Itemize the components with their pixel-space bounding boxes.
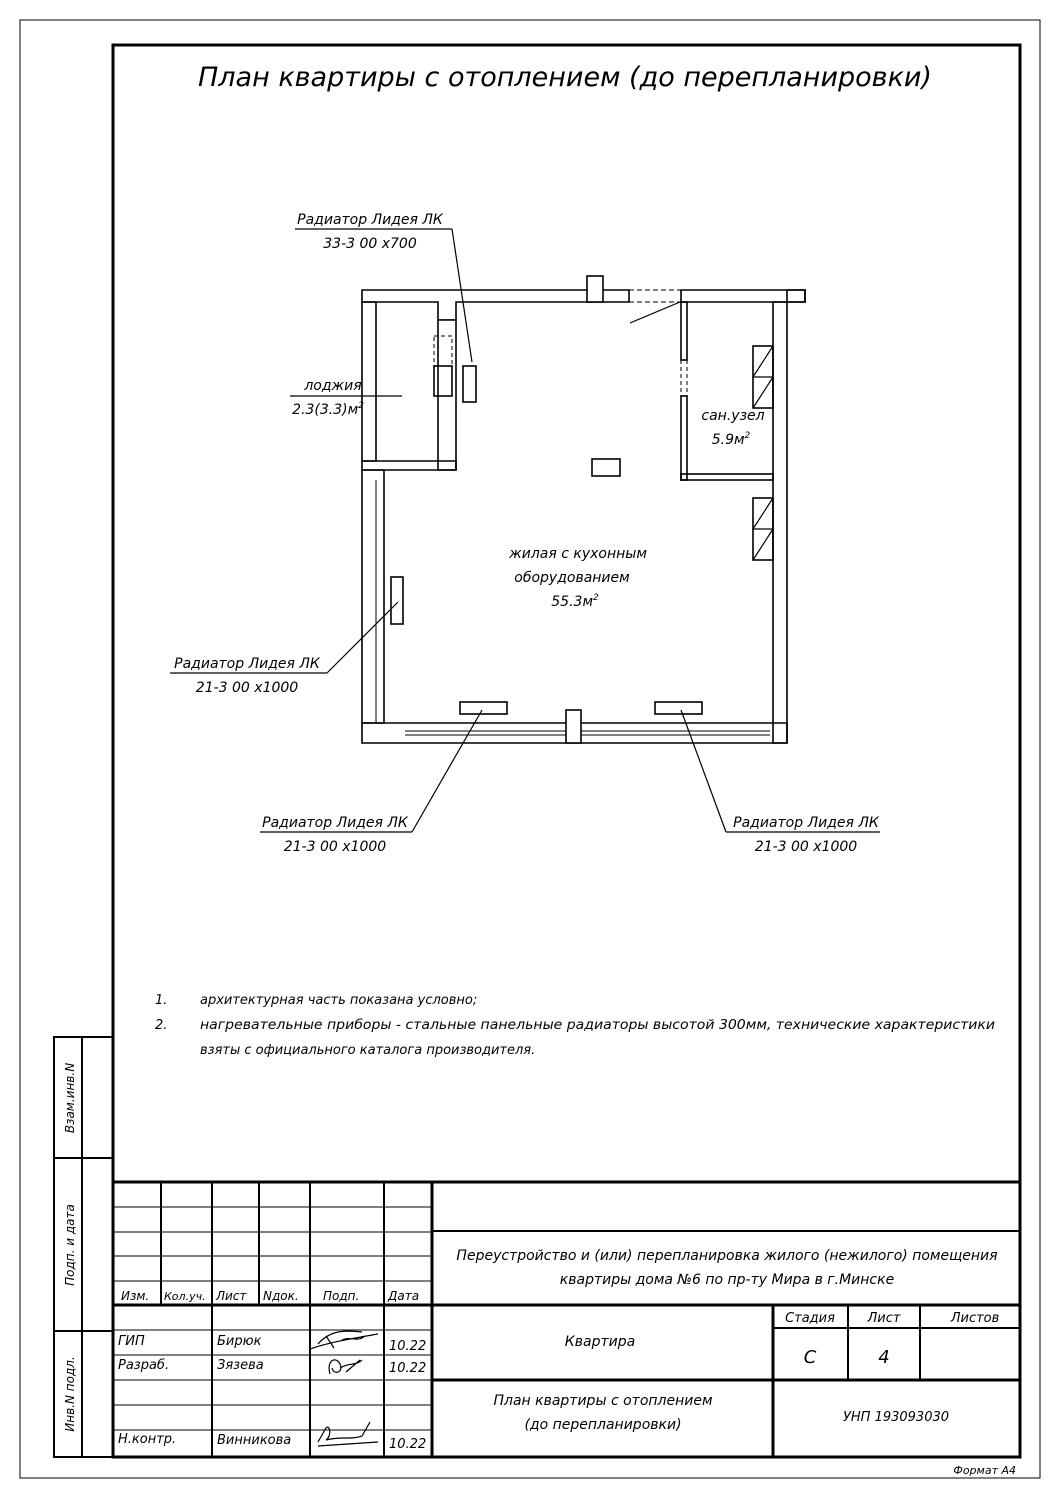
tb-header-data: Дата xyxy=(388,1289,420,1303)
note-2-continuation: взяты с официального каталога производителя. xyxy=(200,1043,536,1058)
room-name-loggia: лоджия xyxy=(304,378,362,394)
radiator-size-1: 33-3 00 x700 xyxy=(323,236,417,252)
side-stamp-sign-date: Подп. и дата xyxy=(63,1204,77,1286)
tb-drawing-line1: План квартиры с отоплением xyxy=(493,1393,713,1409)
tb-format: Формат А4 xyxy=(953,1464,1016,1477)
floor-plan xyxy=(362,276,805,743)
tb-header-list: Лист xyxy=(216,1289,247,1303)
tb-stage-label: Стадия xyxy=(785,1311,835,1326)
tb-role-gip: ГИП xyxy=(118,1334,145,1349)
tb-company: УНП 193093030 xyxy=(842,1410,950,1425)
signature xyxy=(310,1331,378,1446)
radiator xyxy=(391,577,403,624)
room-area-loggia: $2.3(3.3)м^2$ xyxy=(292,401,364,418)
radiator-size-3: 21-3 00 x1000 xyxy=(283,839,387,855)
tb-name-nkontr: Винникова xyxy=(217,1433,292,1448)
tb-object: Квартира xyxy=(564,1334,636,1350)
room-name-living-2: оборудованием xyxy=(514,570,630,586)
room-area-living: $55.3м^2$ xyxy=(551,593,599,610)
tb-project-line2: квартиры дома №6 по пр-ту Мира в г.Минске xyxy=(559,1272,895,1288)
tb-header-kolich: Кол.уч. xyxy=(164,1290,206,1303)
note-1-text: архитектурная часть показана условно; xyxy=(200,993,478,1008)
tb-header-podp: Подп. xyxy=(323,1289,360,1303)
column-top xyxy=(587,276,603,302)
column-bottom xyxy=(566,710,581,743)
side-stamp-replace: Взам.инв.N xyxy=(63,1062,77,1134)
radiator-label-1: Радиатор Лидея ЛК xyxy=(297,212,443,228)
radiator-label-2: Радиатор Лидея ЛК xyxy=(174,656,320,672)
tb-sheet-label: Лист xyxy=(867,1311,901,1326)
tb-date-nkontr: 10.22 xyxy=(389,1437,427,1452)
side-stamp-inventory: Инв.N подл. xyxy=(63,1356,77,1432)
room-area-bath: $5.9м^2$ xyxy=(711,431,751,448)
tb-date-gip: 10.22 xyxy=(389,1339,427,1354)
radiator-label-4: Радиатор Лидея ЛК xyxy=(733,815,879,831)
note-2-number: 2. xyxy=(155,1018,168,1033)
room-name-living-1: жилая с кухонным xyxy=(509,546,647,562)
tb-date-razrab: 10.22 xyxy=(389,1361,427,1376)
radiator xyxy=(655,702,702,714)
drawing-title: План квартиры с отоплением (до перепланировки) xyxy=(198,62,932,93)
note-2-text: нагревательные приборы - стальные панельные радиаторы высотой 300мм, технические характеристики xyxy=(200,1018,995,1033)
room-name-bath: сан.узел xyxy=(701,408,765,424)
radiator-label-3: Радиатор Лидея ЛК xyxy=(262,815,408,831)
tb-project-line1: Переустройство и (или) перепланировка жилого (нежилого) помещения xyxy=(456,1248,998,1264)
wall-right xyxy=(773,302,787,743)
tb-sheets-label: Листов xyxy=(950,1311,1000,1326)
loggia-wall-left xyxy=(362,302,376,461)
wall-left xyxy=(362,470,384,723)
tb-name-gip: Бирюк xyxy=(217,1334,262,1349)
tb-role-razrab: Разраб. xyxy=(118,1358,170,1373)
note-1-number: 1. xyxy=(155,993,168,1008)
tb-header-ndok: Nдок. xyxy=(263,1289,299,1303)
bath-wall xyxy=(681,302,687,360)
radiator-size-4: 21-3 00 x1000 xyxy=(754,839,858,855)
radiator xyxy=(463,366,476,402)
tb-name-razrab: Зязева xyxy=(217,1358,264,1373)
loggia-wall-right xyxy=(438,320,456,470)
tb-header-izm: Изм. xyxy=(121,1289,150,1303)
tb-role-nkontr: Н.контр. xyxy=(118,1432,177,1447)
radiator xyxy=(460,702,507,714)
radiator-size-2: 21-3 00 x1000 xyxy=(195,680,299,696)
tb-drawing-line2: (до перепланировки) xyxy=(524,1417,682,1433)
inner-frame xyxy=(113,45,1020,1457)
tb-stage-value: С xyxy=(803,1347,817,1368)
tb-sheet-value: 4 xyxy=(878,1347,890,1368)
